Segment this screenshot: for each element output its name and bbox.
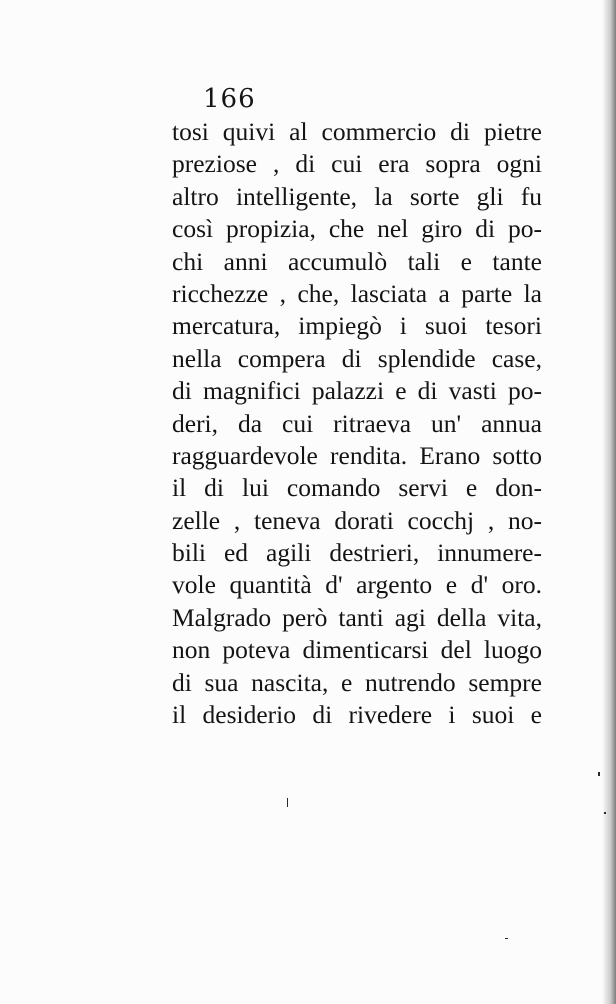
text-line: bili ed agili destrieri, innumere-: [172, 538, 542, 568]
text-line: Malgrado però tanti agi della vita,: [172, 602, 542, 632]
page-number: 166: [203, 84, 256, 114]
paper-speck: [287, 798, 288, 807]
page-edge-shadow: [602, 0, 616, 1004]
text-line: mercatura, impiegò i suoi tesori: [172, 311, 542, 341]
text-line: di sua nascita, e nutrendo sempre: [172, 667, 542, 697]
text-line: il desiderio di rivedere i suoi e: [172, 700, 542, 730]
text-line: altro intelligente, la sorte gli fu: [172, 181, 542, 211]
text-line: vole quantità d' argento e d' oro.: [172, 570, 542, 600]
paper-speck: [505, 938, 508, 939]
text-line: nella compera di splendide case,: [172, 343, 542, 373]
text-line: deri, da cui ritraeva un' annua: [172, 408, 542, 438]
text-line: il di lui comando servi e don-: [172, 473, 542, 503]
text-line: ragguardevole rendita. Erano sotto: [172, 440, 542, 470]
text-line: di magnifici palazzi e di vasti po-: [172, 376, 542, 406]
body-text: [172, 116, 542, 731]
text-line: ricchezze , che, lasciata a parte la: [172, 278, 542, 308]
text-line: preziose , di cui era sopra ogni: [172, 149, 542, 179]
text-line: zelle , teneva dorati cocchj , no-: [172, 505, 542, 535]
text-line: non poteva dimenticarsi del luogo: [172, 635, 542, 665]
text-line: così propizia, che nel giro di po-: [172, 214, 542, 244]
paper-speck: [598, 772, 600, 776]
paper-speck: [604, 812, 606, 814]
text-line: chi anni accumulò tali e tante: [172, 246, 542, 276]
text-line: tosi quivi al commercio di pietre: [172, 117, 542, 146]
